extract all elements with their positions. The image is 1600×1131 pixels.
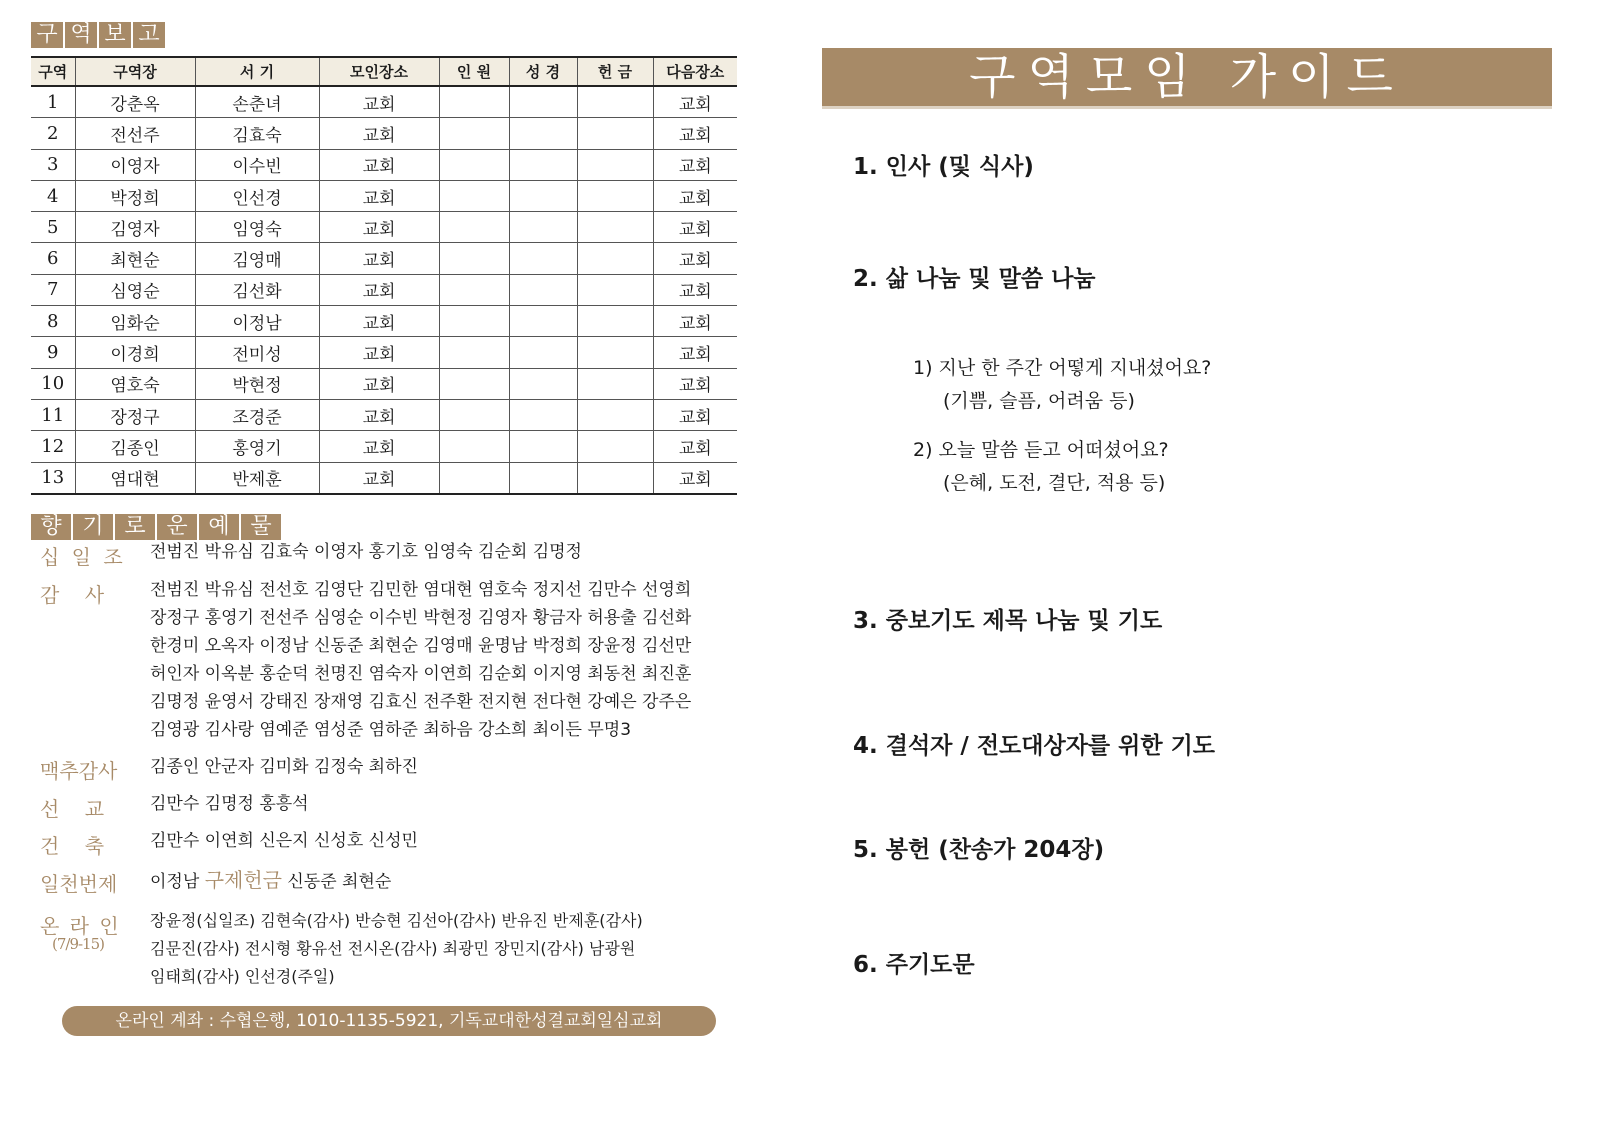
district-number: 13 bbox=[31, 462, 75, 494]
meeting-place: 교회 bbox=[319, 149, 439, 180]
column-header: 구역 bbox=[31, 57, 75, 86]
district-number: 1 bbox=[31, 86, 75, 118]
header-char: 구 bbox=[31, 22, 65, 48]
names-line: 한경미 오옥자 이정남 신동준 최현순 김영매 윤명남 박정희 장윤정 김선만 bbox=[150, 636, 692, 656]
meeting-place: 교회 bbox=[319, 274, 439, 305]
district-secretary: 임영숙 bbox=[195, 212, 319, 243]
district-secretary: 김선화 bbox=[195, 274, 319, 305]
thousand-offering-names bbox=[150, 866, 391, 894]
meeting-place: 교회 bbox=[319, 306, 439, 337]
offering-cell bbox=[577, 431, 653, 462]
header-char: 운 bbox=[157, 514, 199, 540]
attendance-cell bbox=[439, 368, 509, 399]
tithe-names bbox=[150, 538, 582, 566]
table-row bbox=[31, 431, 737, 462]
column-header: 인 원 bbox=[439, 57, 509, 86]
mission-label: 선 교 bbox=[40, 797, 105, 821]
district-number: 8 bbox=[31, 306, 75, 337]
names-line bbox=[150, 866, 391, 894]
district-leader: 김종인 bbox=[75, 431, 195, 462]
attendance-cell bbox=[439, 431, 509, 462]
next-place: 교회 bbox=[653, 149, 737, 180]
meeting-place: 교회 bbox=[319, 462, 439, 494]
attendance-cell bbox=[439, 86, 509, 118]
names-line: 김종인 안군자 김미화 김정숙 최하진 bbox=[150, 757, 418, 777]
header-char: 향 bbox=[31, 514, 73, 540]
next-place: 교회 bbox=[653, 243, 737, 274]
district-secretary: 이정남 bbox=[195, 306, 319, 337]
offering-cell bbox=[577, 337, 653, 368]
next-place: 교회 bbox=[653, 337, 737, 368]
offering-cell bbox=[577, 86, 653, 118]
offering-cell bbox=[577, 462, 653, 494]
bible-cell bbox=[509, 243, 577, 274]
meeting-place: 교회 bbox=[319, 212, 439, 243]
attendance-cell bbox=[439, 118, 509, 149]
names-line: 전범진 박유심 김효숙 이영자 홍기호 임영숙 김순회 김명정 bbox=[150, 542, 582, 562]
header-char: 역 bbox=[65, 22, 99, 48]
thanks-label: 감 사 bbox=[40, 583, 105, 607]
next-place: 교회 bbox=[653, 118, 737, 149]
bible-cell bbox=[509, 431, 577, 462]
names-line: 장정구 홍영기 전선주 심영순 이수빈 박현정 김영자 황금자 허용출 김선화 bbox=[150, 608, 692, 628]
meeting-place: 교회 bbox=[319, 86, 439, 118]
attendance-cell bbox=[439, 274, 509, 305]
table-row bbox=[31, 180, 737, 211]
table-row bbox=[31, 462, 737, 494]
names-line: 김영광 김사랑 염예준 염성준 염하준 최하음 강소희 최이든 무명3 bbox=[150, 720, 632, 740]
table-row bbox=[31, 399, 737, 430]
district-secretary: 이수빈 bbox=[195, 149, 319, 180]
next-place: 교회 bbox=[653, 212, 737, 243]
district-secretary: 김영매 bbox=[195, 243, 319, 274]
district-secretary: 손춘녀 bbox=[195, 86, 319, 118]
online-label: 온 라 인 bbox=[40, 914, 121, 938]
meeting-place: 교회 bbox=[319, 243, 439, 274]
bible-cell bbox=[509, 368, 577, 399]
column-header: 성 경 bbox=[509, 57, 577, 86]
guide-step-1: 1. 인사 (및 식사) bbox=[853, 154, 1034, 180]
district-secretary: 김효숙 bbox=[195, 118, 319, 149]
attendance-cell bbox=[439, 180, 509, 211]
wheat-thanks-names bbox=[150, 753, 418, 781]
relief-names: 신동준 최현순 bbox=[287, 872, 392, 892]
wheat-thanks-label: 맥추감사 bbox=[40, 759, 118, 783]
attendance-cell bbox=[439, 399, 509, 430]
guide-step-2: 2. 삶 나눔 및 말씀 나눔 bbox=[853, 266, 1096, 292]
district-leader: 강춘옥 bbox=[75, 86, 195, 118]
district-number: 4 bbox=[31, 180, 75, 211]
table-row bbox=[31, 212, 737, 243]
next-place: 교회 bbox=[653, 306, 737, 337]
table-row bbox=[31, 337, 737, 368]
header-char: 고 bbox=[138, 22, 160, 47]
offering-cell bbox=[577, 212, 653, 243]
bible-cell bbox=[509, 274, 577, 305]
bible-cell bbox=[509, 337, 577, 368]
offering-cell bbox=[577, 368, 653, 399]
header-char: 기 bbox=[73, 514, 115, 540]
attendance-cell bbox=[439, 149, 509, 180]
table-row bbox=[31, 149, 737, 180]
district-number: 3 bbox=[31, 149, 75, 180]
district-leader: 전선주 bbox=[75, 118, 195, 149]
column-header: 구역장 bbox=[75, 57, 195, 86]
header-char: 로 bbox=[115, 514, 157, 540]
header-char: 예 bbox=[199, 514, 241, 540]
online-names bbox=[150, 907, 643, 991]
district-number: 11 bbox=[31, 399, 75, 430]
column-header: 다음장소 bbox=[653, 57, 737, 86]
table-row bbox=[31, 118, 737, 149]
meeting-place: 교회 bbox=[319, 180, 439, 211]
names-line: 허인자 이옥분 홍순덕 천명진 염숙자 이연희 김순회 이지영 최동천 최진훈 bbox=[150, 664, 692, 684]
district-number: 7 bbox=[31, 274, 75, 305]
building-names bbox=[150, 827, 418, 855]
attendance-cell bbox=[439, 462, 509, 494]
district-leader: 박정희 bbox=[75, 180, 195, 211]
thousand-names: 이정남 bbox=[150, 872, 200, 892]
bible-cell bbox=[509, 86, 577, 118]
attendance-cell bbox=[439, 212, 509, 243]
attendance-cell bbox=[439, 243, 509, 274]
building-label: 건 축 bbox=[40, 834, 105, 858]
bible-cell bbox=[509, 212, 577, 243]
table-row bbox=[31, 306, 737, 337]
bible-cell bbox=[509, 462, 577, 494]
offering-cell bbox=[577, 306, 653, 337]
next-place: 교회 bbox=[653, 368, 737, 399]
district-report-table bbox=[31, 56, 737, 495]
district-leader: 염호숙 bbox=[75, 368, 195, 399]
next-place: 교회 bbox=[653, 399, 737, 430]
guide-step-3: 3. 중보기도 제목 나눔 및 기도 bbox=[853, 608, 1163, 634]
guide-step-4: 4. 결석자 / 전도대상자를 위한 기도 bbox=[853, 733, 1216, 759]
district-number: 9 bbox=[31, 337, 75, 368]
header-char: 보 bbox=[99, 22, 133, 48]
relief-offering-label: 구제헌금 bbox=[204, 868, 282, 892]
table-row bbox=[31, 274, 737, 305]
meeting-place: 교회 bbox=[319, 399, 439, 430]
meeting-place: 교회 bbox=[319, 368, 439, 399]
next-place: 교회 bbox=[653, 462, 737, 494]
guide-question-1: 1) 지난 한 주간 어떻게 지내셨어요? bbox=[913, 357, 1212, 379]
next-place: 교회 bbox=[653, 431, 737, 462]
table-row bbox=[31, 243, 737, 274]
thousand-offering-label: 일천번제 bbox=[40, 872, 118, 896]
district-number: 5 bbox=[31, 212, 75, 243]
names-line: 임태희(감사) 인선경(주일) bbox=[150, 967, 335, 986]
names-line: 김만수 이연희 신은지 신성호 신성민 bbox=[150, 831, 418, 851]
meeting-place: 교회 bbox=[319, 337, 439, 368]
offering-cell bbox=[577, 180, 653, 211]
district-secretary: 홍영기 bbox=[195, 431, 319, 462]
district-leader: 임화순 bbox=[75, 306, 195, 337]
guide-step-5: 5. 봉헌 (찬송가 204장) bbox=[853, 837, 1105, 863]
tithe-label: 십 일 조 bbox=[40, 545, 126, 569]
names-line: 김문진(감사) 전시형 황유선 전시온(감사) 최광민 장민지(감사) 남광원 bbox=[150, 939, 636, 958]
online-account-banner: 온라인 계좌 : 수협은행, 1010-1135-5921, 기독교대한성결교회일심교회 bbox=[62, 1006, 716, 1036]
column-header: 모인장소 bbox=[319, 57, 439, 86]
offering-cell bbox=[577, 274, 653, 305]
bible-cell bbox=[509, 118, 577, 149]
district-leader: 이경희 bbox=[75, 337, 195, 368]
district-secretary: 조경준 bbox=[195, 399, 319, 430]
bible-cell bbox=[509, 399, 577, 430]
guide-question-2-hint: (은혜, 도전, 결단, 적용 등) bbox=[943, 472, 1166, 494]
bible-cell bbox=[509, 306, 577, 337]
table-row bbox=[31, 368, 737, 399]
guide-title: 구역모임 가이드 bbox=[822, 48, 1552, 106]
district-leader: 김영자 bbox=[75, 212, 195, 243]
district-leader: 심영순 bbox=[75, 274, 195, 305]
district-leader: 염대현 bbox=[75, 462, 195, 494]
district-leader: 장정구 bbox=[75, 399, 195, 430]
next-place: 교회 bbox=[653, 180, 737, 211]
attendance-cell bbox=[439, 306, 509, 337]
names-line: 장윤정(십일조) 김현숙(감사) 반승현 김선아(감사) 반유진 반제훈(감사) bbox=[150, 911, 643, 930]
column-header: 헌 금 bbox=[577, 57, 653, 86]
district-leader: 최현순 bbox=[75, 243, 195, 274]
next-place: 교회 bbox=[653, 274, 737, 305]
district-report-header bbox=[31, 22, 165, 48]
district-number: 10 bbox=[31, 368, 75, 399]
offerings-header bbox=[31, 514, 281, 540]
district-number: 6 bbox=[31, 243, 75, 274]
table-row bbox=[31, 86, 737, 118]
header-char: 물 bbox=[250, 514, 272, 539]
bible-cell bbox=[509, 180, 577, 211]
table-body bbox=[31, 86, 737, 494]
thanks-names bbox=[150, 576, 691, 744]
offering-cell bbox=[577, 118, 653, 149]
attendance-cell bbox=[439, 337, 509, 368]
guide-step-6: 6. 주기도문 bbox=[853, 952, 975, 978]
district-secretary: 반제훈 bbox=[195, 462, 319, 494]
offering-cell bbox=[577, 243, 653, 274]
district-leader: 이영자 bbox=[75, 149, 195, 180]
online-dates: (7/9-15) bbox=[52, 935, 104, 953]
bible-cell bbox=[509, 149, 577, 180]
column-header: 서 기 bbox=[195, 57, 319, 86]
table-header-row bbox=[31, 57, 737, 86]
names-line: 김명정 윤영서 강태진 장재영 김효신 전주환 전지현 전다현 강예은 강주은 bbox=[150, 692, 692, 712]
names-line: 전범진 박유심 전선호 김영단 김민한 염대현 염호숙 정지선 김만수 선영희 bbox=[150, 580, 692, 600]
offering-cell bbox=[577, 399, 653, 430]
guide-question-1-hint: (기쁨, 슬픔, 어려움 등) bbox=[943, 390, 1135, 412]
mission-names bbox=[150, 790, 309, 818]
next-place: 교회 bbox=[653, 86, 737, 118]
names-line: 김만수 김명정 홍흥석 bbox=[150, 794, 309, 814]
district-number: 12 bbox=[31, 431, 75, 462]
meeting-place: 교회 bbox=[319, 431, 439, 462]
offering-cell bbox=[577, 149, 653, 180]
district-secretary: 박현정 bbox=[195, 368, 319, 399]
district-secretary: 전미성 bbox=[195, 337, 319, 368]
district-number: 2 bbox=[31, 118, 75, 149]
district-secretary: 인선경 bbox=[195, 180, 319, 211]
guide-question-2: 2) 오늘 말씀 듣고 어떠셨어요? bbox=[913, 439, 1169, 461]
meeting-place: 교회 bbox=[319, 118, 439, 149]
